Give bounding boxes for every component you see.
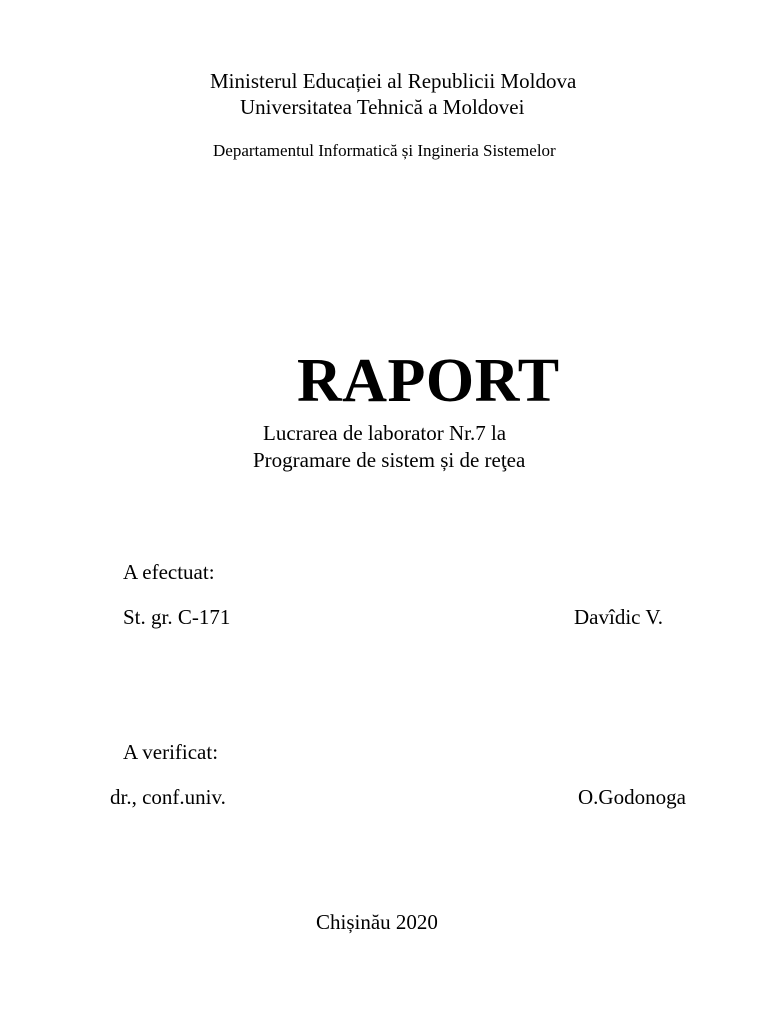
student-group: St. gr. C-171 — [123, 605, 231, 629]
city-year: Chișinău 2020 — [316, 910, 438, 934]
ministry-name: Ministerul Educației al Republicii Moldova — [210, 69, 577, 93]
department-name: Departamentul Informatică și Ingineria Sistemelor — [213, 141, 556, 160]
student-name: Davîdic V. — [574, 605, 664, 629]
verifier-title: dr., conf.univ. — [110, 785, 226, 809]
performed-by-label: A efectuat: — [123, 560, 215, 584]
lab-work-line: Lucrarea de laborator Nr.7 la — [263, 421, 507, 445]
university-name: Universitatea Tehnică a Moldovei — [240, 95, 525, 119]
report-title: RAPORT — [297, 347, 560, 415]
verified-by-label: A verificat: — [123, 740, 219, 764]
course-name: Programare de sistem și de reţea — [253, 448, 526, 472]
verifier-name: O.Godonoga — [578, 785, 686, 809]
